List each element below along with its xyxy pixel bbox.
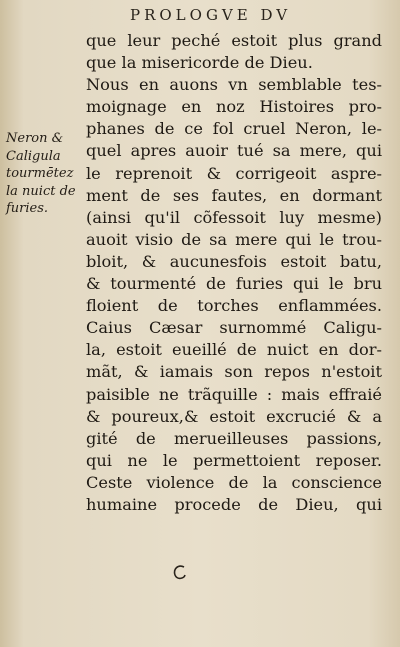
text-line: bloit, & aucunesfois estoit batu, xyxy=(86,251,382,271)
text-line: floient de torches enflammées. xyxy=(86,296,382,316)
text-line: paisible ne trãquille : mais effraié xyxy=(86,384,382,404)
text-line: phanes de ce fol cruel Neron, le- xyxy=(86,119,382,139)
text-line: Ceste violence de la conscience xyxy=(86,472,382,492)
text-line: & poureux,& estoit excrucié & a xyxy=(86,406,382,426)
marginal-note-line: tourmētez xyxy=(6,166,74,181)
text-line: Caius Cæsar surnommé Caligu- xyxy=(86,318,382,338)
marginal-note-line: Caligula xyxy=(6,148,61,164)
marginal-note xyxy=(6,130,86,218)
text-line: quel apres auoir tué sa mere, qui xyxy=(86,141,382,161)
marginal-note-line: la nuict de xyxy=(6,183,76,199)
text-line: ment de ses fautes, en dormant xyxy=(86,185,382,205)
text-line: moignage en noz Histoires pro- xyxy=(86,97,382,117)
text-line: mãt, & iamais son repos n'estoit xyxy=(86,362,382,382)
text-line: auoit visio de sa mere qui le trou- xyxy=(86,229,382,249)
body-text xyxy=(86,30,382,516)
text-line: la, estoit eueillé de nuict en dor- xyxy=(86,340,382,360)
text-line: (ainsi qu'il cõfessoit luy mesme) xyxy=(86,207,382,227)
text-line: que la misericorde de Dieu. xyxy=(86,53,313,73)
text-line: & tourmenté de furies qui le bru xyxy=(86,274,382,294)
text-line: que leur peché estoit plus grand xyxy=(86,31,382,50)
marginal-note-line: Neron & xyxy=(6,131,64,146)
text-line: le reprenoit & corrigeoit aspre- xyxy=(86,163,382,183)
text-line: Nous en auons vn semblable tes- xyxy=(86,75,382,95)
text-line: humaine procede de Dieu, qui xyxy=(86,494,382,514)
catchword-ornament-icon xyxy=(170,562,190,582)
marginal-note-line: furies. xyxy=(6,201,49,216)
text-line: gité de merueilleuses passions, xyxy=(86,428,382,448)
text-line: qui ne le permettoient reposer. xyxy=(86,450,382,470)
running-head: PROLOGVE DV xyxy=(130,6,292,24)
